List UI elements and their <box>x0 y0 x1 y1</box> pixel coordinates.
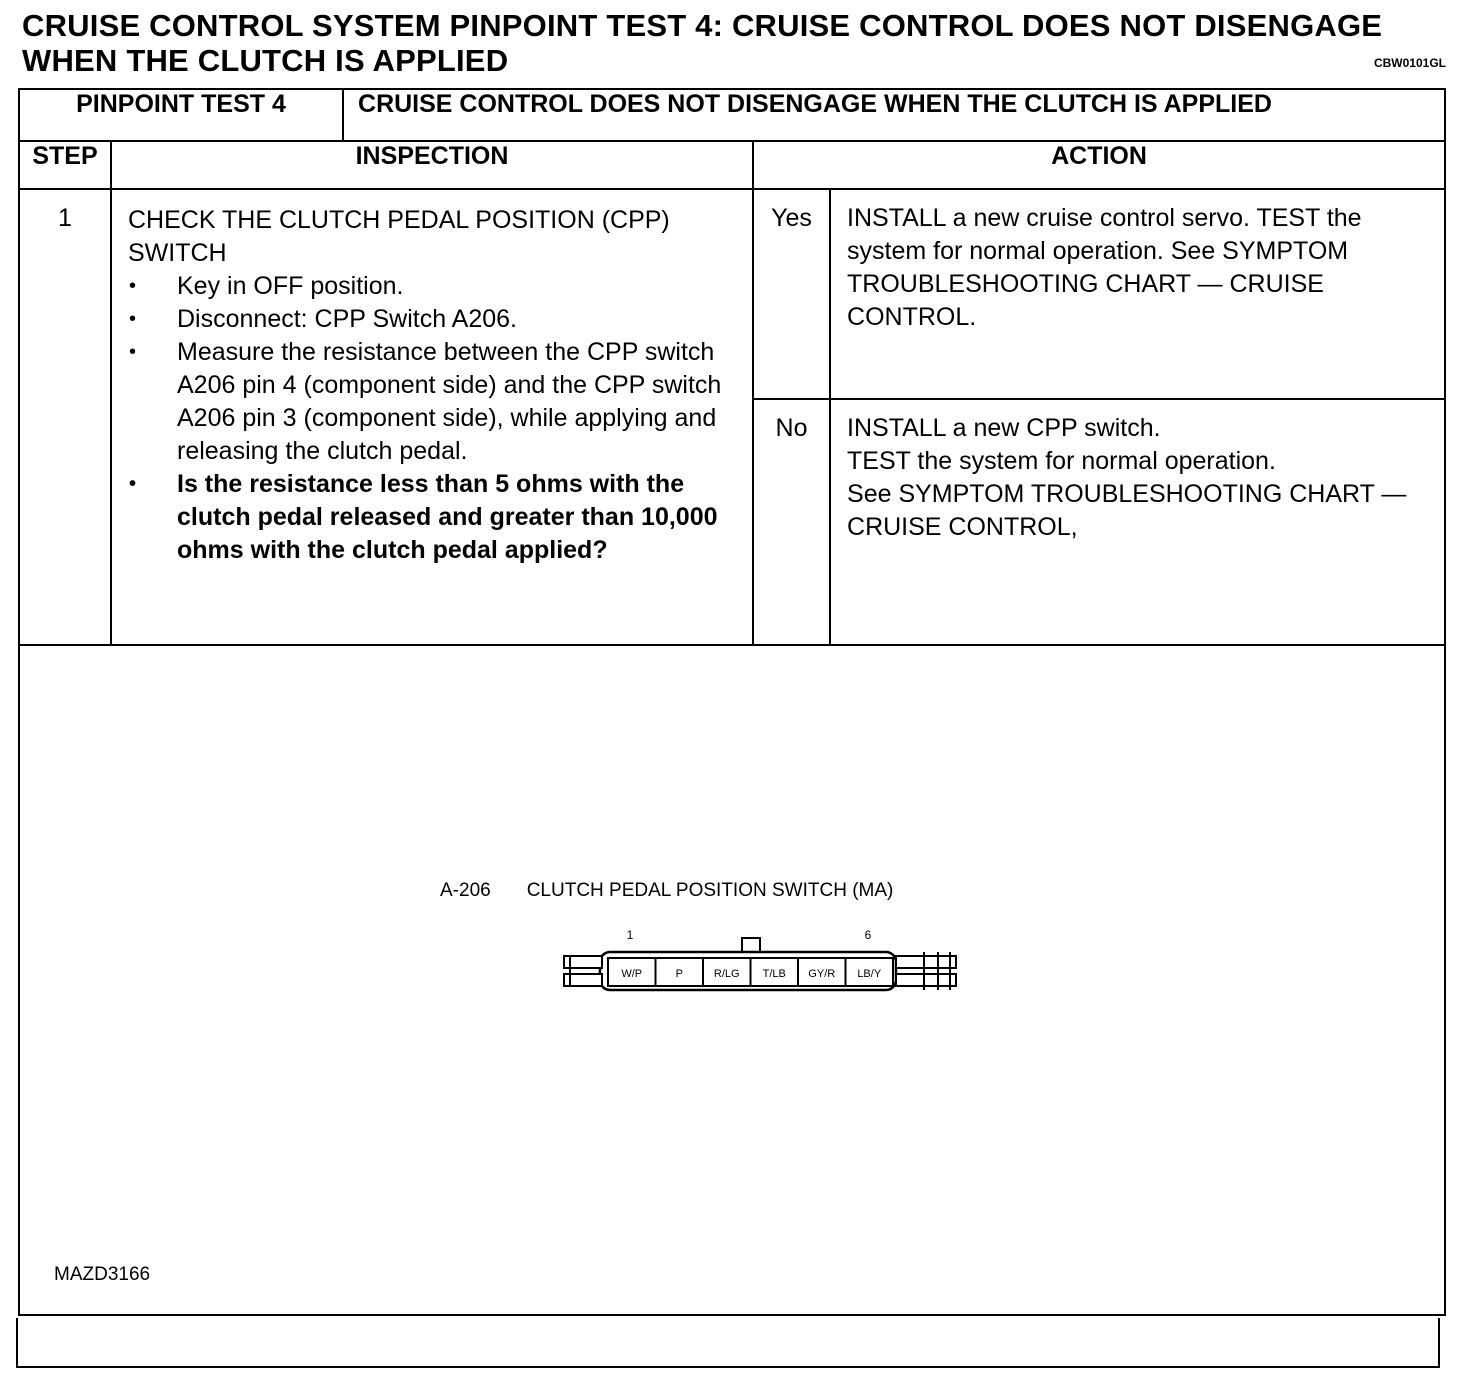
no-action-line-1: INSTALL a new CPP switch. <box>847 414 1161 442</box>
pin-1-number: 1 <box>626 928 634 942</box>
inspection-header: INSPECTION <box>111 141 753 189</box>
step-heading: CHECK THE CLUTCH PEDAL POSITION (CPP) SWITCH <box>128 206 670 267</box>
action-header: ACTION <box>753 141 1445 189</box>
no-action <box>830 399 1445 645</box>
figure-code: MAZD3166 <box>54 1264 151 1285</box>
pin-label-5: GY/R <box>808 968 836 980</box>
step-header: STEP <box>19 141 111 189</box>
no-action-line-3: See SYMPTOM TROUBLESHOOTING CHART — CRUISE CONTROL, <box>847 480 1407 541</box>
no-action-line-2: TEST the system for normal operation. <box>847 447 1276 475</box>
bullet-disconnect: • Disconnect: CPP Switch A206. <box>177 303 738 336</box>
connector-caption <box>440 880 929 902</box>
column-header-row <box>19 141 1445 189</box>
pin-label-1: W/P <box>621 968 643 980</box>
test-title-row <box>19 89 1445 141</box>
connector-right-ear-bottom <box>896 974 956 986</box>
bullet-question: • Is the resistance less than 5 ohms with the clutch pedal released and greater than 10,000 ohms with the clutch pedal applied? <box>177 468 738 567</box>
pinpoint-test-table <box>18 88 1446 1316</box>
connector-id: A-206 <box>440 880 491 901</box>
connector-pins <box>608 958 893 986</box>
bullet-key-off: • Key in OFF position. <box>177 270 738 303</box>
figure-cell <box>19 645 1445 1315</box>
pin-6-number: 6 <box>864 928 872 942</box>
yes-label: Yes <box>753 189 830 399</box>
figure-row <box>19 645 1445 1315</box>
step-number: 1 <box>19 189 111 645</box>
document-code: CBW0101GL <box>1373 56 1446 70</box>
no-label: No <box>753 399 830 645</box>
pin-label-3: R/LG <box>713 968 740 980</box>
bottom-empty-row <box>16 1318 1440 1368</box>
test-title: CRUISE CONTROL DOES NOT DISENGAGE WHEN THE CLUTCH IS APPLIED <box>343 89 1445 141</box>
inspection-cell <box>111 189 753 645</box>
test-label: PINPOINT TEST 4 <box>19 89 343 141</box>
pin-label-4: T/LB <box>762 968 786 980</box>
pin-label-6: LB/Y <box>857 968 882 980</box>
page-title: CRUISE CONTROL SYSTEM PINPOINT TEST 4: CRUISE CONTROL DOES NOT DISENGAGE WHEN THE CLUTCH IS APPLIED <box>22 8 1383 78</box>
inspection-bullets <box>128 270 738 567</box>
pin-label-2: P <box>675 968 683 980</box>
step-row-yes <box>19 189 1445 399</box>
connector-diagram <box>540 926 970 996</box>
connector-name: CLUTCH PEDAL POSITION SWITCH (MA) <box>526 880 894 901</box>
connector-right-ear-top <box>896 956 956 968</box>
yes-action: INSTALL a new cruise control servo. TEST the system for normal operation. See SYMPTOM TROUBLESHOOTING CHART — CRUISE CONTROL. <box>830 189 1445 399</box>
bullet-measure: • Measure the resistance between the CPP switch A206 pin 4 (component side) and the CPP switch A206 pin 3 (component side), while applying and releasing the clutch pedal. <box>177 336 738 468</box>
